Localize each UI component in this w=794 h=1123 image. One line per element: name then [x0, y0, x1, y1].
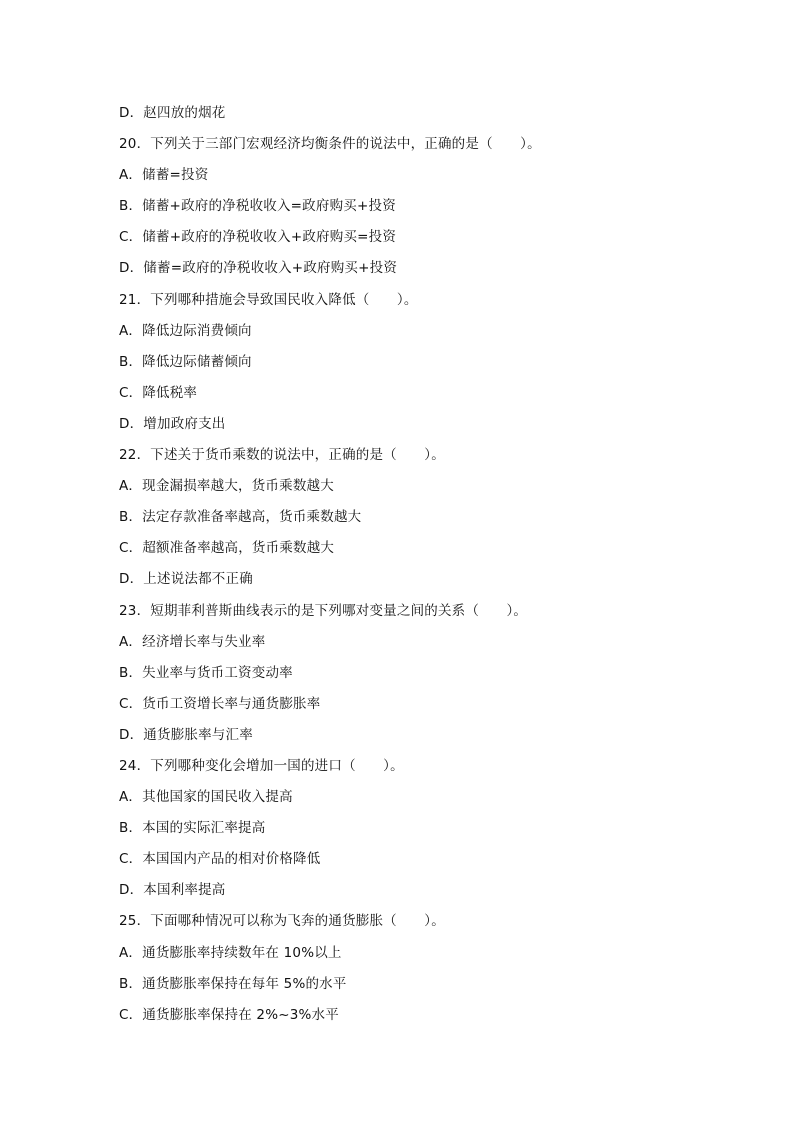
option-21-d: D．增加政府支出 [119, 415, 226, 432]
option-20-d: D．储蓄=政府的净税收收入+政府购买+投资 [119, 260, 398, 277]
option-23-b: B．失业率与货币工资变动率 [119, 664, 293, 681]
question-22: 22．下述关于货币乘数的说法中，正确的是（ ）。 [119, 447, 445, 464]
option-22-d: D．上述说法都不正确 [119, 571, 253, 588]
question-25: 25．下面哪种情况可以称为飞奔的通货膨胀（ ）。 [119, 913, 445, 930]
option-24-d: D．本国利率提高 [119, 882, 226, 899]
option-21-c: C．降低税率 [119, 384, 198, 401]
question-list [119, 102, 719, 1035]
option-25-b: B．通货膨胀率保持在每年 5%的水平 [119, 975, 347, 992]
option-22-a: A．现金漏损率越大，货币乘数越大 [119, 478, 334, 495]
option-21-a: A．降低边际消费倾向 [119, 322, 252, 339]
question-24: 24．下列哪种变化会增加一国的进口（ ）。 [119, 757, 404, 774]
option-24-c: C．本国国内产品的相对价格降低 [119, 851, 321, 868]
option-24-b: B．本国的实际汇率提高 [119, 820, 266, 837]
option-21-b: B．降低边际储蓄倾向 [119, 353, 252, 370]
question-23: 23．短期菲利普斯曲线表示的是下列哪对变量之间的关系（ ）。 [119, 602, 528, 619]
option-20-b: B．储蓄+政府的净税收收入=政府购买+投资 [119, 198, 396, 215]
option-25-a: A．通货膨胀率持续数年在 10%以上 [119, 944, 342, 961]
question-21: 21．下列哪种措施会导致国民收入降低（ ）。 [119, 291, 418, 308]
option-22-c: C．超额准备率越高，货币乘数越大 [119, 540, 335, 557]
question-20: 20．下列关于三部门宏观经济均衡条件的说法中，正确的是（ ）。 [119, 136, 541, 153]
option-23-d: D．通货膨胀率与汇率 [119, 726, 253, 743]
option-25-c: C．通货膨胀率保持在 2%~3%水平 [119, 1006, 339, 1023]
option-23-a: A．经济增长率与失业率 [119, 633, 266, 650]
option-24-a: A．其他国家的国民收入提高 [119, 789, 293, 806]
option-19-d: D．赵四放的烟花 [119, 105, 226, 121]
option-20-c: C．储蓄+政府的净税收收入+政府购买=投资 [119, 229, 397, 246]
option-23-c: C．货币工资增长率与通货膨胀率 [119, 695, 321, 712]
option-20-a: A．储蓄=投资 [119, 167, 209, 184]
option-22-b: B．法定存款准备率越高，货币乘数越大 [119, 509, 362, 526]
